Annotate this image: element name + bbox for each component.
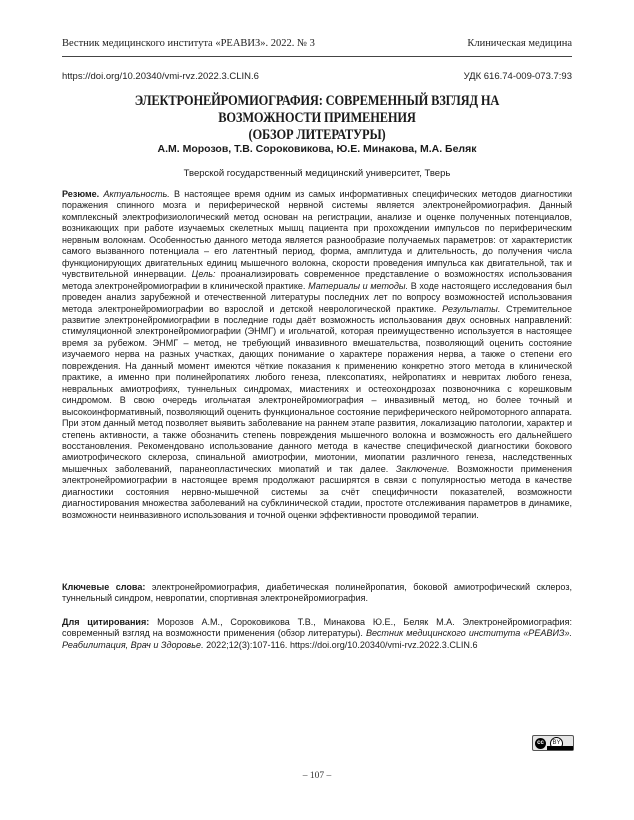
- keywords-label: Ключевые слова:: [62, 582, 146, 592]
- journal-name: Вестник медицинского института «РЕАВИЗ». 2022. № 3: [62, 38, 315, 49]
- conclusion-text: Возможности применения электронейромиографии в настоящее время продолжают расширятся в связи с популярностью метода в качестве диагностики состояния нервно-мышечной системы за счёт специфичности показателей, возможности диагностирования множества заболеваний на субклинической стадии, простоте отслеживания параметров в динамике, возможности неинвазивного использования и точной оценки эффективности проводимой терапии.: [62, 463, 572, 520]
- title-line-1: ЭЛЕКТРОНЕЙРОМИОГРАФИЯ: СОВРЕМЕННЫЙ ВЗГЛЯД НА ВОЗМОЖНОСТИ ПРИМЕНЕНИЯ: [134, 93, 500, 126]
- citation-text-a: Морозов А.М., Сороковикова Т.В., Минакова Ю.Е., Беляк М.А. Электронейромиография: современный взгляд на возможности применения (обзор литературы).: [62, 617, 573, 639]
- citation: [62, 617, 572, 651]
- methods-text: В ходе настоящего исследования был проведен анализ зарубежной и отечественной литературы последних лет по вопросу возможностей использования метода электронейромиографии во взрослой и детской неврологической практике.: [62, 280, 573, 314]
- citation-text-b[interactable]: 2022;12(3):107-116. https://doi.org/10.20340/vmi-rvz.2022.3.CLIN.6: [206, 639, 478, 650]
- authors: А.М. Морозов, Т.В. Сороковикова, Ю.Е. Минакова, М.А. Беляк: [157, 143, 477, 155]
- keywords: [62, 582, 572, 605]
- udk-code: УДК 616.74-009-073.7:93: [463, 71, 572, 82]
- results-label: Результаты.: [442, 303, 501, 314]
- cc-circle-icon: cc: [535, 738, 546, 749]
- header-divider: [62, 56, 572, 57]
- relevance-label: Актуальность.: [103, 189, 170, 199]
- citation-journal: Вестник медицинского института «РЕАВИЗ». Реабилитация, Врач и Здоровье.: [62, 628, 573, 650]
- affiliation: Тверской государственный медицинский университет, Тверь: [183, 168, 451, 179]
- results-text: Стремительное развитие электронейромиографии в последние годы даёт возможность использования двух основных направлений: стимуляционной электронейромиографии (ЭНМГ) и игольчатой, которая преимущественно используется в настоящее время за рубежом. ЭНМГ – метод, не требующий инвазивного вмешательства, позволяющий оценить состояние изучаемого нерва на разных участках, дающих понимание о характере поражения нерва, а также о степени его повреждения. На данный момент имеются чёткие показания к применению конкретно этого метода в клинической практике, а именно при полинейропатиях любого генеза, плексопатиях, нейропатиях и невритах любого генеза, невральных амиотрофиях, туннельных синдромах, миастениях и остеохондрозах позвоночника с корешковым синдромом. В свою очередь игольчатая электронейромиография – инвазивный метод, но более точный и высокоинформативный, позволяющий оценить функциональное состояние периферического нейромоторного аппарата. При этом данный метод позволяет выявить заболевание на раннем этапе развития, локализацию патологии, характер и степень активности, а также обозначить степень повреждения мышечного волокна и возможность его дальнейшего восстановления. Рекомендовано использование данного метода в качестве специфической диагностики бокового амиотрофического склероза, спинальной амиотрофии, миотонии, миопатии различного генеза, наследственных мышечных заболеваний, паранеопластических миопатий и так далее.: [62, 303, 572, 474]
- section-name: Клиническая медицина: [467, 38, 572, 49]
- page-number: – 107 –: [302, 771, 332, 781]
- relevance-text: В настоящее время одним из самых информативных специфических методов диагностики поражения спинного мозга и периферической нервной системы является электронейромиография. Данный комплексный электрофизиологический метод основан на регистрации, анализе и оценке полученных потенциалов, возникающих при работе изучаемых скелетных мышц пациента при прохождении импульсов по периферическим нервным волокнам. Особенностью данного метода является разнообразие получаемых параметров: от характеристик самого вызванного потенциала – его латентный период, форма, амплитуда и длительность, до получения числа функционирующих двигательных единиц мышечного волокна, скорости проведения импульса как двигательной, так и чувствительной иннервации.: [62, 189, 573, 280]
- abstract: [62, 189, 572, 521]
- cc-bar: [547, 746, 573, 750]
- methods-label: Материалы и методы.: [308, 280, 409, 291]
- abstract-label: Резюме.: [62, 189, 100, 199]
- cc-by-icon[interactable]: [532, 735, 574, 751]
- aim-text: проанализировать современное представление о возможностях использования метода электронейромиографии в клинической практике.: [62, 269, 572, 291]
- conclusion-label: Заключение.: [395, 463, 450, 474]
- title-line-2: (ОБЗОР ЛИТЕРАТУРЫ): [248, 127, 386, 143]
- citation-label: Для цитирования:: [62, 617, 150, 627]
- article-title: [98, 93, 537, 144]
- by-person-icon: BY: [550, 737, 563, 750]
- running-header: [62, 38, 572, 54]
- doi-link[interactable]: https://doi.org/10.20340/vmi-rvz.2022.3.CLIN.6: [62, 71, 259, 82]
- aim-label: Цель:: [191, 269, 216, 280]
- keywords-text: электронейромиография, диабетическая полинейропатия, боковой амиотрофический склероз, туннельный синдром, невропатии, спортивная электронейромиография.: [62, 582, 573, 604]
